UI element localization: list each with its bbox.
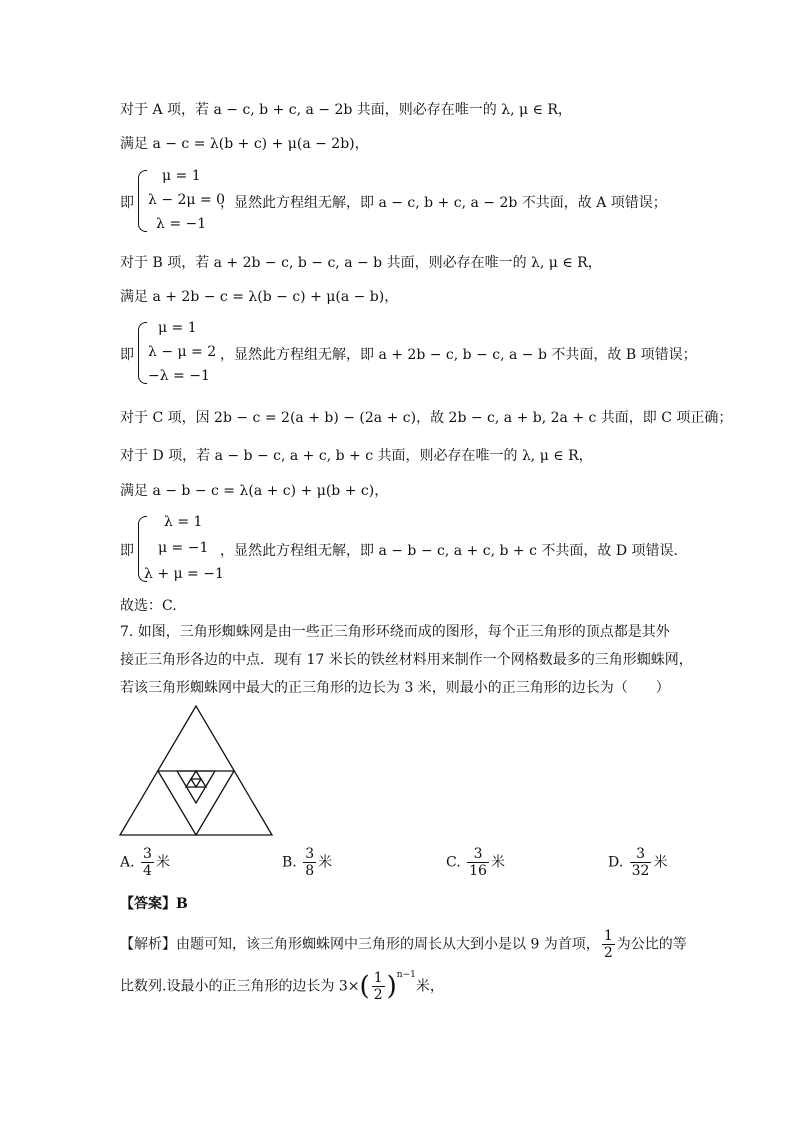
option-d[interactable] (608, 846, 667, 879)
system-tail: ，显然此方程组无解，即 a + 2b − c, b − c, a − b 不共面，故 B 项错误； (220, 347, 697, 363)
system-tail: ，显然此方程组无解，即 a − c, b + c, a − 2b 不共面，故 A 项错误； (220, 195, 667, 211)
option-label: B. (282, 854, 297, 871)
option-label: A. (120, 854, 135, 871)
fraction-numerator: 1 (603, 928, 613, 944)
system-eq2: μ = −1 (158, 540, 209, 556)
triangle-level-5 (191, 779, 201, 787)
exponent: n−1 (396, 969, 416, 980)
analysis-line-2: 比数列.设最小的正三角形的边长为 3×( $\frac{1}{2}$ )$^{n-1}$米， (120, 969, 444, 1003)
question-7-line-2: 接正三角形各边的中点．现有 17 米长的铁丝材料用来制作一个网格数最多的三角形蜘蛛网， (120, 652, 693, 668)
fraction-denominator: 8 (305, 863, 315, 879)
system-eq2: λ − 2μ = 0 (148, 192, 226, 208)
option-a-equation-line: 满足 a − c = λ(b + c) + μ(a − 2b)， (120, 136, 369, 152)
system-eq3: −λ = −1 (148, 368, 210, 384)
system-eq3: λ + μ = −1 (144, 566, 224, 582)
option-d-equation-line: 满足 a − b − c = λ(a + c) + μ(b + c)， (120, 483, 389, 499)
system-brace (138, 322, 147, 384)
option-label: C. (446, 854, 461, 871)
analysis-line-1 (120, 928, 687, 961)
option-a[interactable] (120, 846, 170, 879)
unit-label: 米 (155, 854, 170, 871)
fraction-numerator: 3 (305, 846, 315, 862)
question-7-line-1: 7. 如图，三角形蜘蛛网是由一些正三角形环绕而成的图形，每个正三角形的顶点都是其外 (120, 624, 670, 640)
option-label: D. (608, 854, 624, 871)
system-lead: 即 (120, 195, 134, 211)
fraction-numerator: 3 (467, 846, 489, 863)
fraction-numerator: 3 (630, 846, 652, 863)
system-tail: ，显然此方程组无解，即 a − b − c, a + c, b + c 不共面，故 D 项错误. (220, 543, 678, 559)
system-eq2: λ − μ = 2 (148, 344, 217, 360)
question-7-line-3: 若该三角形蜘蛛网中最大的正三角形的边长为 3 米，则最小的正三角形的边长为（ ） (120, 680, 670, 696)
unit-label: 米 (490, 854, 505, 871)
analysis-text: 【解析】由题可知，该三角形蜘蛛网中三角形的周长从大到小是以 9 为首项， (120, 936, 600, 953)
option-b-equation-line: 满足 a + 2b − c = λ(b − c) + μ(a − b)， (120, 289, 399, 305)
fraction-denominator: 2 (373, 987, 383, 1003)
answer-text: 【答案】B (120, 896, 188, 912)
option-a-analysis-line: 对于 A 项，若 a − c, b + c, a − 2b 共面，则必存在唯一的 λ, μ ∈ R， (120, 102, 572, 118)
spider-web-figure (118, 704, 274, 838)
system-eq1: μ = 1 (162, 168, 201, 184)
system-brace (138, 170, 147, 232)
system-eq1: λ = 1 (164, 514, 203, 530)
fraction-denominator: 2 (603, 945, 613, 961)
analysis-text: 米， (415, 978, 444, 995)
option-b-analysis-line: 对于 B 项，若 a + 2b − c, b − c, a − b 共面，则必存在唯一的 λ, μ ∈ R， (120, 255, 602, 271)
fraction-denominator: 4 (143, 863, 152, 879)
option-c-analysis-line: 对于 C 项，因 2b − c = 2(a + b) − (2a + c)，故 2b − c, a + b, 2a + c 共面，即 C 项正确； (120, 410, 733, 426)
system-lead: 即 (120, 347, 134, 363)
fraction-denominator: 16 (469, 863, 487, 879)
system-eq3: λ = −1 (156, 216, 207, 232)
conclusion-text: 故选：C. (120, 598, 177, 614)
fraction-numerator: 1 (373, 970, 383, 986)
system-lead: 即 (120, 543, 134, 559)
option-c[interactable] (446, 846, 505, 879)
fraction-numerator: 3 (143, 846, 152, 862)
fraction-denominator: 32 (631, 863, 650, 879)
option-d-analysis-line: 对于 D 项，若 a − b − c, a + c, b + c 共面，则必存在唯一的 λ, μ ∈ R， (120, 448, 593, 464)
analysis-text: 为公比的等 (616, 936, 687, 953)
unit-label: 米 (653, 854, 668, 871)
option-b[interactable] (282, 846, 332, 879)
analysis-text: 比数列.设最小的正三角形的边长为 3× (120, 978, 360, 995)
system-eq1: μ = 1 (158, 320, 197, 336)
unit-label: 米 (318, 854, 333, 871)
